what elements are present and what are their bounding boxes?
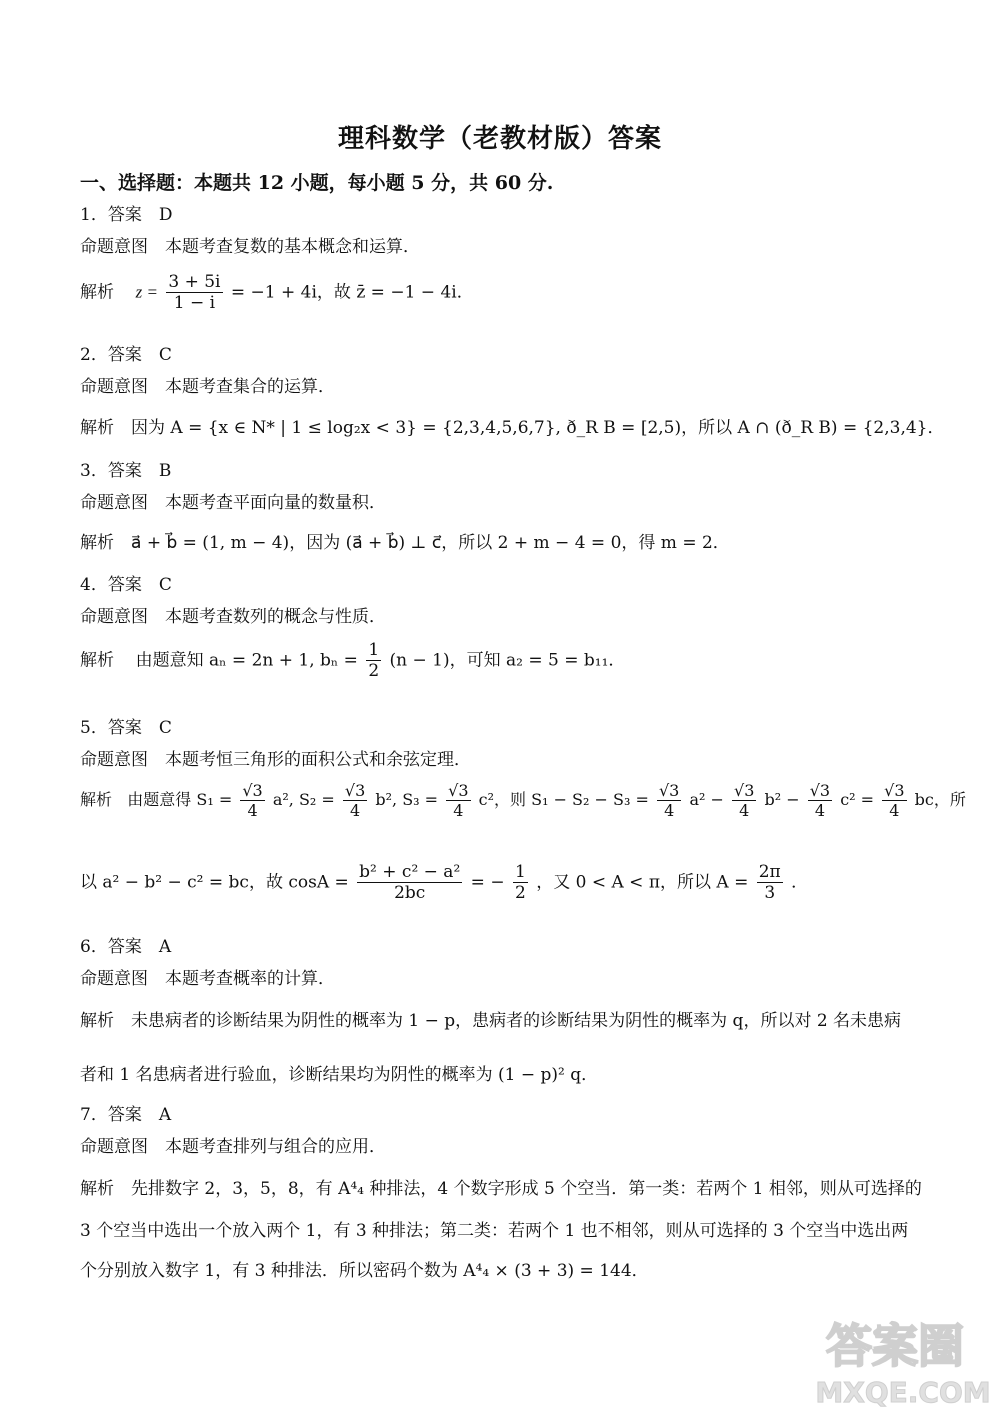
q3-solution: 解析 a⃗ + b⃗ = (1, m − 4)，因为 (a⃗ + b⃗) ⊥ c⃗，所以 2 + m − 4 = 0，得 m = 2． [80,533,730,553]
q4-fraction [366,640,381,682]
frac-num: √3 [658,781,680,800]
frac-num: √3 [242,781,263,800]
q1-solution [80,272,474,314]
frac-den: 4 [453,801,464,821]
q7-solution-line1: 解析 先排数字 2，3，5，8，有 A⁴₄ 种排法，4 个数字形成 5 个空当．第一类：若两个 1 相邻，则从可选择的 [80,1179,922,1199]
q5-answer: 5．答案 C [80,718,172,738]
q5-solution-line2 [80,862,808,904]
q5-l1-pre: 由题意得 S₁ = [127,790,233,810]
q3-intent: 命题意图 本题考查平面向量的数量积． [80,493,386,513]
sqrt3-over-4 [343,781,367,820]
q5-t4: bc，所 [914,790,966,810]
q6-solution-line1: 解析 未患病者的诊断结果为阴性的概率为 1 − p，患病者的诊断结果为阴性的概率为 q，所以对 2 名未患病 [80,1011,902,1031]
svg-text:答案圈: 答案圈 [826,1319,964,1373]
q5-t2: b² − [764,790,800,810]
sqrt3-over-4 [882,781,906,820]
angle-fraction [757,862,783,904]
q5-s3-tail: c²，则 S₁ − S₂ − S₃ = [478,790,649,810]
q1-intent: 命题意图 本题考查复数的基本概念和运算． [80,237,420,257]
page-title: 理科数学（老教材版）答案 [337,124,662,154]
q1-frac-num: 3 + 5i [168,272,221,292]
q4-answer: 4．答案 C [80,575,172,595]
frac-num: √3 [734,781,755,800]
frac-den: 4 [739,801,750,821]
q5-l2-mid2: ，又 0 < A < π，所以 A = [536,872,749,893]
watermark-logo [795,1310,995,1410]
q7-intent: 命题意图 本题考查排列与组合的应用． [80,1137,386,1157]
q5-t3: c² = [840,790,875,810]
q6-solution-line2: 者和 1 名患病者进行验血，诊断结果均为阴性的概率为 (1 − p)² q． [80,1065,599,1085]
svg-text:MXQE.COM: MXQE.COM [815,1376,991,1409]
solution-label: 解析 [80,790,113,810]
frac-num: 2π [758,862,781,882]
q4-post: (n − 1)，可知 a₂ = 5 = b₁₁． [389,650,626,671]
frac-num: √3 [344,781,366,800]
sqrt3-over-4 [657,781,681,820]
q6-intent: 命题意图 本题考查概率的计算． [80,969,335,989]
q1-eq-right: = −1 + 4i，故 z̄ = −1 − 4i． [230,282,474,303]
frac-den: 4 [889,801,900,821]
frac-den: 4 [350,801,361,821]
q4-solution [80,640,625,682]
q2-solution: 解析 因为 A = {x ∈ N* | 1 ≤ log₂x < 3} = {2,3,4,5,6,7}, ð_R B = [2,5)，所以 A ∩ (ð_R B) = {2,3,4}． [80,418,945,438]
q5-l2-end: ． [791,872,809,893]
frac-den: 2bc [394,883,426,904]
solution-label: 解析 [80,282,114,303]
section-heading: 一、选择题：本题共 12 小题，每小题 5 分，共 60 分. [80,172,554,194]
q1-frac-den: 1 − i [173,293,216,314]
sqrt3-over-4 [808,781,832,820]
frac-den: 3 [764,883,776,904]
q4-intent: 命题意图 本题考查数列的概念与性质． [80,607,386,627]
q5-solution-line1 [80,781,966,820]
sqrt3-over-4 [732,781,756,820]
q5-l2-mid: = − [470,872,505,893]
q5-t1: a² − [689,790,724,810]
frac-num: √3 [448,781,469,800]
frac-num: b² + c² − a² [359,862,461,882]
frac-num: √3 [809,781,831,800]
cos-fraction [357,862,462,904]
q7-solution-line3: 个分别放入数字 1，有 3 种排法．所以密码个数为 A⁴₄ × (3 + 3) = 144． [80,1261,649,1281]
q6-answer: 6．答案 A [80,937,172,957]
frac-den: 4 [814,801,825,821]
frac-den: 4 [247,801,258,821]
sqrt3-over-4 [446,781,470,820]
q3-answer: 3．答案 B [80,461,172,481]
sqrt3-over-4 [240,781,264,820]
q2-answer: 2．答案 C [80,345,172,365]
frac-den: 2 [514,883,526,904]
q7-solution-line2: 3 个空当中选出一个放入两个 1，有 3 种排法；第二类：若两个 1 也不相邻，则从可选择的 3 个空当中选出两 [80,1221,909,1241]
frac-num: 1 [514,862,526,882]
solution-label: 解析 [80,650,114,671]
q7-answer: 7．答案 A [80,1105,172,1125]
q5-s2-tail: b², S₃ = [375,790,439,810]
q1-eq-left: z = [135,282,158,302]
q4-frac-num: 1 [368,640,380,660]
frac-num: √3 [884,781,905,800]
q5-intent: 命题意图 本题考恒三角形的面积公式和余弦定理． [80,750,471,770]
q2-intent: 命题意图 本题考查集合的运算． [80,377,335,397]
q1-fraction [166,272,222,314]
q1-answer: 1．答案 D [80,205,173,225]
q4-frac-den: 2 [368,661,380,682]
q5-s1-tail: a², S₂ = [272,790,335,810]
half-fraction [513,862,528,904]
q5-l2-pre: 以 a² − b² − c² = bc，故 cosA = [80,872,349,893]
q4-pre: 由题意知 aₙ = 2n + 1, bₙ = [135,650,358,671]
frac-den: 4 [664,801,675,821]
